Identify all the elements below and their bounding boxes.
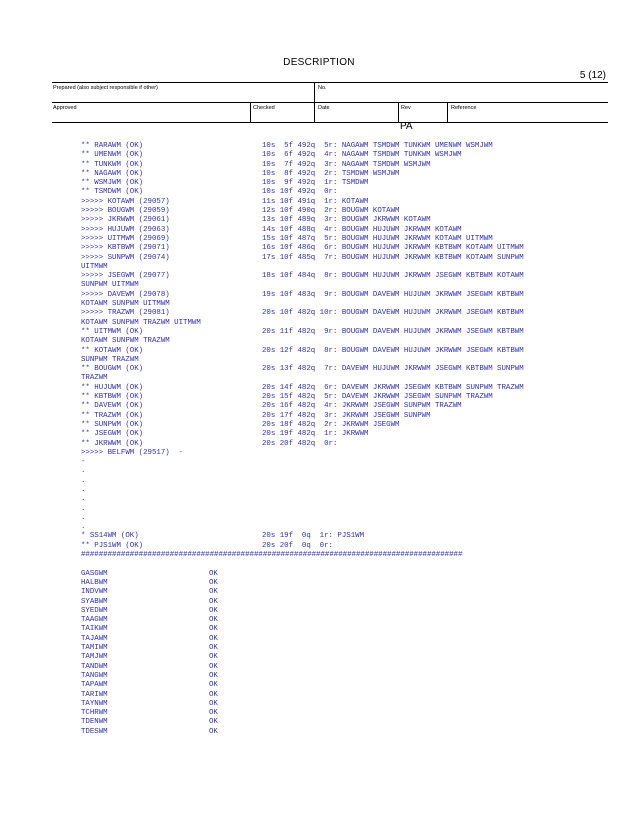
log-line xyxy=(0,300,638,309)
log-line xyxy=(0,467,638,476)
status-row-value: OK xyxy=(209,699,218,708)
log-line xyxy=(0,412,638,421)
log-line xyxy=(0,188,638,197)
log-line-event: >>>>> JSEGWM (29077) xyxy=(81,272,170,281)
log-line-text: . xyxy=(81,485,86,494)
document-body xyxy=(0,142,638,737)
approved-label: Approved xyxy=(53,105,77,111)
log-line-state: 10s 10f 492q 0r: xyxy=(262,188,338,197)
checked-label: Checked xyxy=(253,105,275,111)
status-row xyxy=(0,653,638,662)
log-line-event: >>>>> UITMWM (29069) xyxy=(81,234,170,243)
document-title: DESCRIPTION xyxy=(283,57,355,68)
log-line xyxy=(0,495,638,504)
log-line xyxy=(0,440,638,449)
status-row xyxy=(0,644,638,653)
status-row-value: OK xyxy=(209,681,218,690)
log-line-text: . xyxy=(81,476,86,485)
log-line xyxy=(0,170,638,179)
log-line-event: >>>>> SUNPWM (29074) xyxy=(81,253,170,262)
log-line xyxy=(0,207,638,216)
status-row-name: TAJAWM xyxy=(81,634,108,643)
log-line-event: ** TUNKWM (OK) xyxy=(81,160,144,169)
log-line-event: ** NAGAWM (OK) xyxy=(81,169,144,178)
status-row-value: OK xyxy=(209,578,218,587)
log-line xyxy=(0,384,638,393)
rev-label: Rev xyxy=(401,105,411,111)
log-line xyxy=(0,514,638,523)
log-line xyxy=(0,505,638,514)
status-row-value: OK xyxy=(209,634,218,643)
log-line-text: . xyxy=(81,513,86,522)
status-row-value: OK xyxy=(209,597,218,606)
log-line-state: 14s 10f 488q 4r: BOUGWM HUJUWM JKRWWM KOTAWM xyxy=(262,225,462,234)
log-line-state: 16s 10f 486q 6r: BOUGWM HUJUWM JKRWWM KBTBWM KOTAWM UITMWM xyxy=(262,244,524,253)
status-list xyxy=(0,570,638,737)
date-label: Date xyxy=(318,105,330,111)
log-line xyxy=(0,560,638,569)
log-line-state: 20s 20f 0q 0r: xyxy=(262,541,333,550)
log-line-event: ** SUNPWM (OK) xyxy=(81,420,144,429)
log-line xyxy=(0,244,638,253)
log-line xyxy=(0,486,638,495)
header-rule-top xyxy=(52,82,608,83)
log-line-state: 20s 13f 482q 7r: DAVEWM HUJUWM JKRWWM JSEGWM KBTBWM SUNPWM xyxy=(262,365,524,374)
log-line-event: ** TSMDWM (OK) xyxy=(81,188,144,197)
log-line xyxy=(0,347,638,356)
log-line xyxy=(0,523,638,532)
log-line-event: >>>>> DAVEWM (29078) xyxy=(81,290,170,299)
log-line xyxy=(0,393,638,402)
status-row-name: TAMJWM xyxy=(81,653,108,662)
status-row xyxy=(0,691,638,700)
header-divider-no xyxy=(314,82,315,102)
log-line xyxy=(0,235,638,244)
header-divider-date xyxy=(314,102,315,122)
log-line-event: >>>>> HUJUWM (29063) xyxy=(81,225,170,234)
log-line-state: 11s 10f 491q 1r: KOTAWM xyxy=(262,197,369,206)
log-line xyxy=(0,216,638,225)
header-divider-rev xyxy=(398,102,399,122)
log-line xyxy=(0,263,638,272)
status-row xyxy=(0,607,638,616)
log-line xyxy=(0,319,638,328)
status-row-name: INDVWM xyxy=(81,588,108,597)
log-line xyxy=(0,551,638,560)
status-row-name: SYABWM xyxy=(81,597,108,606)
log-line-event: >>>>> KBTBWM (29071) xyxy=(81,244,170,253)
status-row xyxy=(0,635,638,644)
status-row xyxy=(0,579,638,588)
log-line-text: - xyxy=(81,458,86,467)
log-line xyxy=(0,402,638,411)
log-line-text: . xyxy=(81,504,86,513)
status-row-name: HALBWM xyxy=(81,578,108,587)
status-row-value: OK xyxy=(209,616,218,625)
status-row xyxy=(0,700,638,709)
log-line-state: 15s 10f 487q 5r: BOUGWM HUJUWM JKRWWM KOTAWM UITMWM xyxy=(262,234,493,243)
status-row-value: OK xyxy=(209,569,218,578)
status-row-name: TANGWM xyxy=(81,671,108,680)
log-line-event: * SS14WM (OK) xyxy=(81,532,139,541)
status-row-value: OK xyxy=(209,709,218,718)
log-line-state: 10s 9f 492q 1r: TSMDWM xyxy=(262,179,369,188)
status-row xyxy=(0,681,638,690)
log-line xyxy=(0,365,638,374)
log-line xyxy=(0,254,638,263)
header-rule-bottom xyxy=(52,122,608,123)
status-row xyxy=(0,625,638,634)
log-line-event: ** UMENWM (OK) xyxy=(81,151,144,160)
status-row xyxy=(0,588,638,597)
log-line-state: 20s 12f 482q 8r: BOUGWM DAVEWM HUJUWM JKRWWM JSEGWM KBTBWM xyxy=(262,346,524,355)
log-line xyxy=(0,142,638,151)
log-line xyxy=(0,477,638,486)
log-line xyxy=(0,430,638,439)
log-line-text: >>>>> BELFWM (29517) - xyxy=(81,448,184,457)
log-line-state: 10s 7f 492q 3r: NAGAWM TSMDWM WSMJWM xyxy=(262,160,431,169)
log-line xyxy=(0,226,638,235)
log-line xyxy=(0,449,638,458)
log-line-state: 20s 19f 482q 1r: JKRWWM xyxy=(262,430,369,439)
log-line-state: 20s 16f 482q 4r: JKRWWM JSEGWM SUNPWM TRAZWM xyxy=(262,402,462,411)
log-line-text: . xyxy=(81,495,86,504)
log-line-event: ** KOTAWM (OK) xyxy=(81,346,144,355)
log-line-state: 20s 19f 0q 1r: PJS1WM xyxy=(262,532,365,541)
log-line xyxy=(0,374,638,383)
log-line xyxy=(0,309,638,318)
log-line-text: . xyxy=(81,467,86,476)
log-line-event: >>>>> KOTAWM (29057) xyxy=(81,197,170,206)
log-line-text: KOTAWM SUNPWM TRAZWM UITMWM xyxy=(81,318,201,327)
log-line xyxy=(0,281,638,290)
log-line-state: 10s 5f 492q 5r: NAGAWM TSMDWM TUNKWM UMENWM WSMJWM xyxy=(262,142,493,150)
reference-label: Reference xyxy=(451,105,477,111)
status-row-value: OK xyxy=(209,625,218,634)
prepared-label: Prepared (also subject responsible if other) xyxy=(53,85,158,91)
log-line xyxy=(0,328,638,337)
status-row-name: TAAGWM xyxy=(81,616,108,625)
status-row xyxy=(0,598,638,607)
status-row xyxy=(0,570,638,579)
log-line-state: 19s 10f 483q 9r: BOUGWM DAVEWM HUJUWM JKRWWM JSEGWM KBTBWM xyxy=(262,290,524,299)
status-row-value: OK xyxy=(209,606,218,615)
log-line xyxy=(0,337,638,346)
log-line-state: 20s 11f 482q 9r: BOUGWM DAVEWM HUJUWM JKRWWM JSEGWM KBTBWM xyxy=(262,327,524,336)
status-row-name: TDENWM xyxy=(81,718,108,727)
status-row xyxy=(0,672,638,681)
log-line xyxy=(0,421,638,430)
log-line-state: 17s 10f 485q 7r: BOUGWM HUJUWM JKRWWM KBTBWM KOTAWM SUNPWM xyxy=(262,253,524,262)
log-line xyxy=(0,291,638,300)
status-row xyxy=(0,663,638,672)
log-line-state: 12s 10f 490q 2r: BOUGWM KOTAWM xyxy=(262,207,400,216)
status-row-name: SYEDWM xyxy=(81,606,108,615)
log-line-state: 20s 18f 482q 2r: JKRWWM JSEGWM xyxy=(262,420,400,429)
header-rule-middle xyxy=(52,102,608,103)
log-line-event: ** DAVEWM (OK) xyxy=(81,402,144,411)
log-line xyxy=(0,542,638,551)
trace-log xyxy=(0,142,638,570)
log-line-state: 20s 15f 482q 5r: DAVEWM JKRWWM JSEGWM SUNPWM TRAZWM xyxy=(262,393,493,402)
log-line-event: >>>>> BOUGWM (29059) xyxy=(81,207,170,216)
log-line-event: ** JKRWWM (OK) xyxy=(81,439,144,448)
log-line-text: ###################################################################################### xyxy=(81,551,463,560)
log-line-event: ** BOUGWM (OK) xyxy=(81,365,144,374)
status-row-name: TARIWM xyxy=(81,690,108,699)
status-row xyxy=(0,616,638,625)
status-row-value: OK xyxy=(209,718,218,727)
no-label: No. xyxy=(318,85,327,91)
status-row-name: TDESWM xyxy=(81,727,108,736)
status-row-name: GASGWM xyxy=(81,569,108,578)
status-row-name: TAPAWM xyxy=(81,681,108,690)
log-line xyxy=(0,532,638,541)
status-row-name: TANDWM xyxy=(81,662,108,671)
log-line-state: 13s 10f 489q 3r: BOUGWM JKRWWM KOTAWM xyxy=(262,216,431,225)
header-divider-checked xyxy=(250,102,251,122)
status-row xyxy=(0,728,638,737)
log-line-event: ** UITMWM (OK) xyxy=(81,327,144,336)
log-line-state: 10s 6f 492q 4r: NAGAWM TSMDWM TUNKWM WSMJWM xyxy=(262,151,462,160)
log-line-event: ** HUJUWM (OK) xyxy=(81,383,144,392)
status-row-name: TAMIWM xyxy=(81,644,108,653)
status-row-value: OK xyxy=(209,662,218,671)
log-line-event: >>>>> TRAZWM (29081) xyxy=(81,309,170,318)
status-row-name: TCHRWM xyxy=(81,709,108,718)
log-line-state: 20s 20f 482q 0r: xyxy=(262,439,338,448)
log-line-text: KOTAWM SUNPWM UITMWM xyxy=(81,300,170,309)
log-line-text: SUNPWM TRAZWM xyxy=(81,355,139,364)
log-line-event: >>>>> JKRWWM (29061) xyxy=(81,216,170,225)
status-row-value: OK xyxy=(209,727,218,736)
log-line xyxy=(0,272,638,281)
log-line-event: ** TRAZWM (OK) xyxy=(81,411,144,420)
status-row xyxy=(0,718,638,727)
log-line xyxy=(0,151,638,160)
log-line-event: ** KBTBWM (OK) xyxy=(81,393,144,402)
status-row-value: OK xyxy=(209,653,218,662)
log-line-text: . xyxy=(81,523,86,532)
header-divider-reference xyxy=(447,102,448,122)
status-row-name: TAYNWM xyxy=(81,699,108,708)
log-line xyxy=(0,161,638,170)
log-line-event: ** WSMJWM (OK) xyxy=(81,179,144,188)
log-line xyxy=(0,356,638,365)
log-line-text: UITMWM xyxy=(81,262,108,271)
status-row-name: TAIKWM xyxy=(81,625,108,634)
log-line-state: 18s 10f 484q 8r: BOUGWM HUJUWM JKRWWM JSEGWM KBTBWM KOTAWM xyxy=(262,272,524,281)
log-line-state: 20s 17f 482q 3r: JKRWWM JSEGWM SUNPWM xyxy=(262,411,431,420)
log-line-text: TRAZWM xyxy=(81,374,108,383)
log-line-state: 20s 10f 482q 10r: BOUGWM DAVEWM HUJUWM JKRWWM JSEGWM KBTBWM xyxy=(262,309,524,318)
log-line-text: KOTAWM SUNPWM TRAZWM xyxy=(81,337,170,346)
status-row-value: OK xyxy=(209,671,218,680)
status-row-value: OK xyxy=(209,588,218,597)
page-number: 5 (12) xyxy=(579,70,606,81)
log-line-event: ** RARAWM (OK) xyxy=(81,142,144,150)
status-row-value: OK xyxy=(209,644,218,653)
log-line-event: ** JSEGWM (OK) xyxy=(81,430,144,439)
status-row-value: OK xyxy=(209,690,218,699)
log-line xyxy=(0,179,638,188)
log-line-event: ** PJS1WM (OK) xyxy=(81,541,144,550)
log-line-state: 20s 14f 482q 6r: DAVEWM JKRWWM JSEGWM KBTBWM SUNPWM TRAZWM xyxy=(262,383,524,392)
status-row xyxy=(0,709,638,718)
log-line xyxy=(0,198,638,207)
log-line xyxy=(0,458,638,467)
log-line-state: 10s 8f 492q 2r: TSMDWM WSMJWM xyxy=(262,169,400,178)
rev-value: PA xyxy=(400,121,413,132)
log-line-text: SUNPWM UITMWM xyxy=(81,281,139,290)
